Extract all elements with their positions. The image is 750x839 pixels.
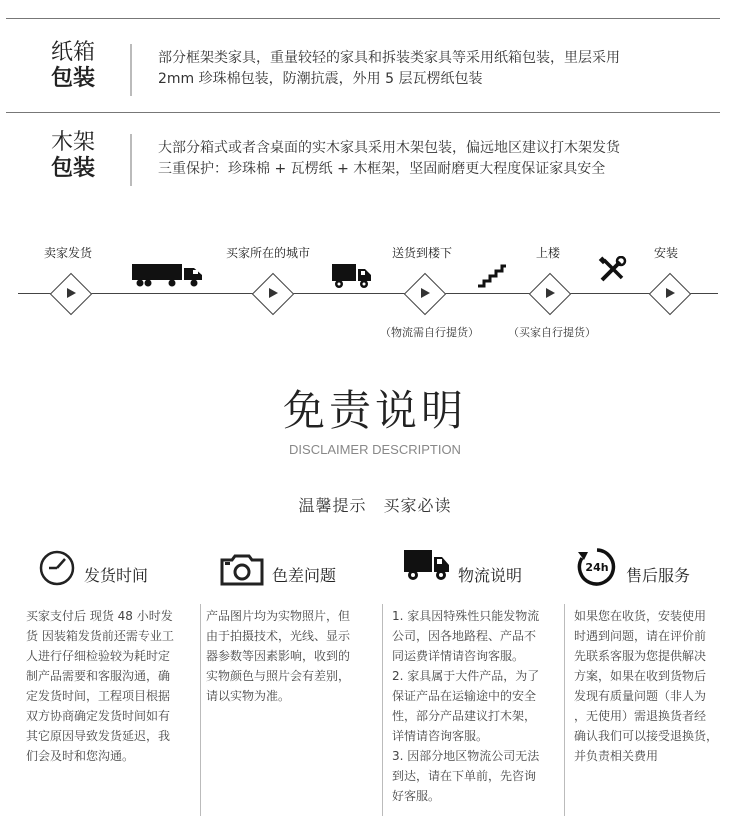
- text-line: 好客服。: [392, 789, 441, 803]
- text-line: 们会及时和您沟通。: [26, 749, 135, 763]
- text-line: 保证产品在运输途中的安全: [392, 689, 537, 703]
- truck-large-icon: [132, 262, 204, 288]
- text-line: ，无使用）需退换货者经: [574, 709, 707, 723]
- packaging-desc: [158, 48, 620, 90]
- text-line: 制产品需要和客服沟通，确: [26, 669, 171, 683]
- text-line: 双方协商确定发货时间如有: [26, 709, 171, 723]
- flow-step-label: 买家所在的城市: [226, 246, 311, 260]
- text-line: 由于拍摄技术，光线、显示: [206, 629, 351, 643]
- flow-step-label: 上楼: [536, 246, 561, 260]
- text-line: 产品图片均为实物照片，但: [206, 609, 351, 623]
- truck-icon: [404, 548, 450, 582]
- text-line: 性，部分产品建议打木架，: [392, 709, 537, 723]
- play-icon: [67, 288, 76, 298]
- text-line: 1. 家具因特殊性只能发物流: [392, 609, 540, 623]
- column-title: 物流说明: [458, 566, 523, 585]
- divider: [130, 134, 132, 186]
- column-title: 发货时间: [84, 566, 149, 585]
- divider: [6, 112, 720, 113]
- column-text: [206, 606, 376, 706]
- text-line: 3. 因部分地区物流公司无法: [392, 749, 540, 763]
- packaging-title-line2: 包装: [50, 66, 95, 91]
- disclaimer-subtitle: DISCLAIMER DESCRIPTION: [289, 442, 461, 457]
- text-line: 定发货时间，工程项目根据: [26, 689, 171, 703]
- text-line: 详情请咨询客服。: [392, 729, 489, 743]
- 24h-label: 24h: [585, 561, 609, 574]
- flow-line: [18, 293, 718, 294]
- text-line: 人进行仔细检验较为耗时定: [26, 649, 171, 663]
- divider: [6, 18, 720, 19]
- column-text: [574, 606, 744, 766]
- packaging-title: [42, 40, 104, 92]
- flow-step-label: 送货到楼下: [392, 246, 453, 260]
- column-text: [392, 606, 562, 806]
- play-icon: [269, 288, 278, 298]
- text-line: 器参数等因素影响，收到的: [206, 649, 351, 663]
- packaging-desc-line: 2mm 珍珠棉包装，防潮抗震，外用 5 层瓦楞纸包装: [158, 71, 483, 87]
- column-title: 售后服务: [626, 566, 691, 585]
- play-icon: [546, 288, 555, 298]
- text-line: 实物颜色与照片会有差别，: [206, 669, 351, 683]
- text-line: 请以实物为准。: [206, 689, 291, 703]
- camera-icon: [220, 554, 264, 586]
- 24h-service-icon: [576, 546, 618, 588]
- packaging-title-line1: 纸箱: [50, 40, 95, 65]
- text-line: 其它原因导致发货延迟，我: [26, 729, 171, 743]
- column-title: 色差问题: [272, 566, 337, 585]
- flow-note: （物流需自行提货）: [380, 326, 479, 339]
- flow-step-label: 卖家发货: [44, 246, 93, 260]
- text-line: 到达，请在下单前，先咨询: [392, 769, 537, 783]
- stairs-icon: [476, 262, 508, 288]
- play-icon: [666, 288, 675, 298]
- packaging-desc-line: 三重保护：珍珠棉 + 瓦楞纸 + 木框架，坚固耐磨更大程度保证家具安全: [158, 161, 606, 177]
- text-line: 买家支付后 现货 48 小时发: [26, 609, 173, 623]
- tools-icon: [598, 256, 628, 284]
- text-line: 先联系客服为您提供解决: [574, 649, 707, 663]
- packaging-title-line1: 木架: [50, 130, 95, 155]
- text-line: 发现有质量问题（非人为: [574, 689, 707, 703]
- text-line: 并负责相关费用: [574, 749, 659, 763]
- divider: [564, 604, 565, 816]
- text-line: 时遇到问题，请在评价前: [574, 629, 707, 643]
- packaging-desc-line: 大部分箱式或者含桌面的实木家具采用木架包装，偏远地区建议打木架发货: [158, 140, 620, 156]
- text-line: 公司，因各地路程、产品不: [392, 629, 537, 643]
- packaging-desc-line: 部分框架类家具，重量较轻的家具和拆装类家具等采用纸箱包装，里层采用: [158, 50, 620, 66]
- column-text: [26, 606, 196, 766]
- text-line: 方案，如果在收到货物后: [574, 669, 707, 683]
- disclaimer-tips: 温馨提示 买家必读: [298, 496, 452, 515]
- packaging-title: [42, 130, 104, 182]
- divider: [200, 604, 201, 816]
- divider: [130, 44, 132, 96]
- flow-step-label: 安装: [654, 246, 679, 260]
- text-line: 2. 家具属于大件产品，为了: [392, 669, 540, 683]
- truck-small-icon: [332, 262, 372, 290]
- disclaimer-title: 免责说明: [282, 386, 467, 435]
- text-line: 货 因装箱发货前还需专业工: [26, 629, 174, 643]
- clock-icon: [38, 549, 76, 587]
- text-line: 确认我们可以接受退换货，: [574, 729, 719, 743]
- text-line: 如果您在收货，安装使用: [574, 609, 707, 623]
- packaging-title-line2: 包装: [50, 156, 95, 181]
- divider: [382, 604, 383, 816]
- text-line: 同运费详情请咨询客服。: [392, 649, 525, 663]
- packaging-desc: [158, 138, 620, 180]
- play-icon: [421, 288, 430, 298]
- flow-note: （买家自行提货）: [508, 326, 596, 339]
